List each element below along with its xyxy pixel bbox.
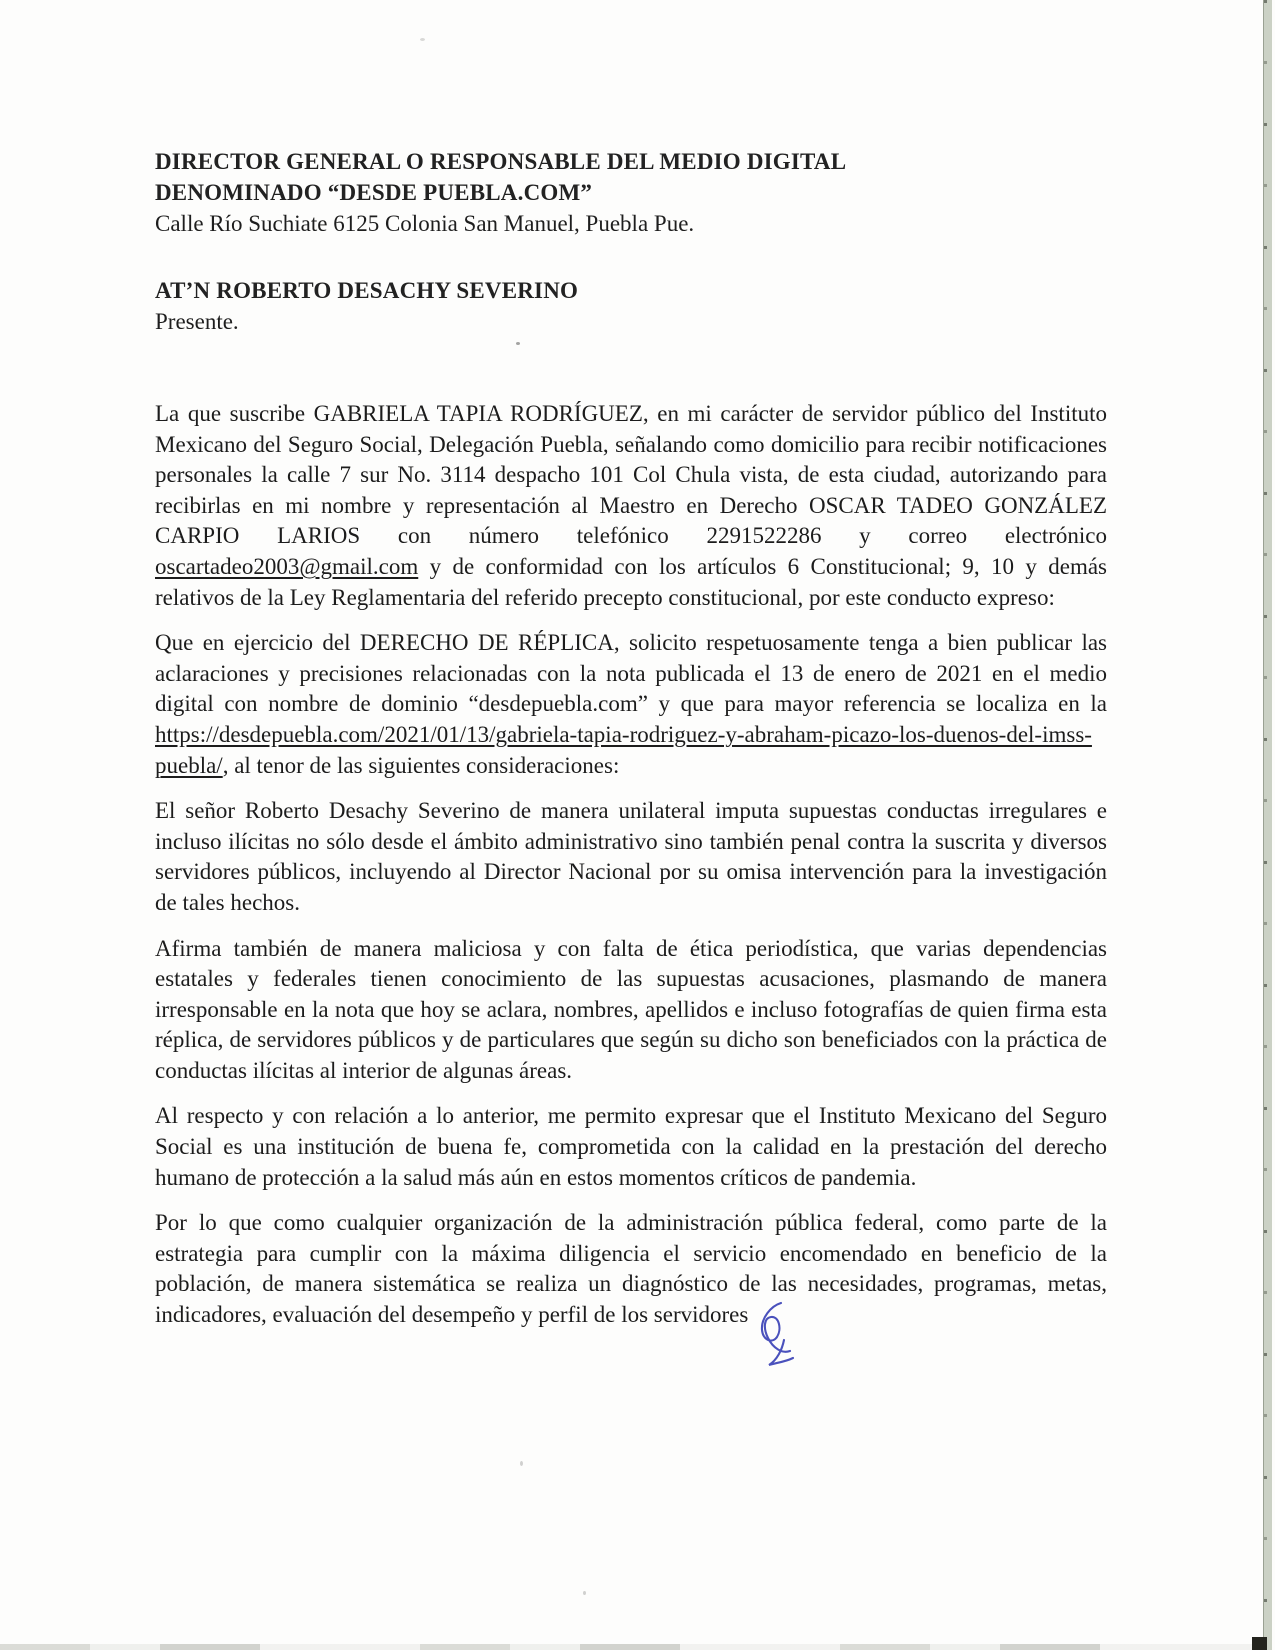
recipient-address: Calle Río Suchiate 6125 Colonia San Manuel, Puebla Pue. bbox=[155, 211, 695, 236]
email-address: oscartadeo2003@gmail.com bbox=[155, 553, 419, 579]
presente-line: Presente. bbox=[155, 309, 239, 334]
article-url: https://desdepuebla.com/2021/01/13/gabriela-tapia-rodriguez-y-abraham-picazo-los-duenos-del-imss-puebla/ bbox=[155, 721, 1092, 778]
recipient-line-2: DENOMINADO “DESDE PUEBLA.COM” bbox=[155, 180, 593, 205]
paragraph-por-lo-que-text: Por lo que como cualquier organización de la administración pública federal, como parte de la estrategia para cumplir con la máxima diligencia el servicio encomendado en beneficio de la población, de manera sistemática se realiza un diagnóstico de las necesidades, programas, metas, indicadores, evaluación del desempeño y perfil de los servidores bbox=[155, 1210, 1107, 1328]
scan-corner-mark bbox=[1252, 1637, 1267, 1650]
paragraph-imputaciones: El señor Roberto Desachy Severino de manera unilateral imputa supuestas conductas irregulares e incluso ilícitas no sólo desde el ámbito administrativo sino también penal contra la suscrita y diversos servidores públicos, incluyendo al Director Nacional por su omisa intervención para la investigación de tales hechos. bbox=[155, 798, 1107, 915]
scan-speck bbox=[516, 342, 520, 345]
paragraph-intro-text: La que suscribe GABRIELA TAPIA RODRÍGUEZ, en mi carácter de servidor público del Instituto Mexicano del Seguro Social, Delegación Puebla, señalando como domicilio para recibir notificaciones personales la calle 7 sur No. 3114 despacho 101 Col Chula vista, de esta ciudad, autorizando para recibirlas en mi nombre y representación al Maestro en Derecho OSCAR TADEO GONZÁLEZ CARPIO LARIOS con número telefónico 2291522286 y correo electrónico bbox=[155, 401, 1107, 549]
attention-block bbox=[155, 275, 1107, 337]
scan-speck bbox=[583, 1591, 586, 1595]
letter-content bbox=[155, 146, 1107, 1368]
paragraph-derecho-text: Que en ejercicio del DERECHO DE RÉPLICA, solicito respetuosamente tenga a bien publicar las aclaraciones y precisiones relacionadas con la nota publicada el 13 de enero de 2021 en el medio digital con nombre de dominio “desdepuebla.com” y que para mayor referencia se localiza en la bbox=[155, 630, 1107, 717]
attention-line: AT’N ROBERTO DESACHY SEVERINO bbox=[155, 278, 579, 303]
scan-edge-strip bbox=[1263, 0, 1272, 1650]
scan-speck bbox=[420, 38, 425, 41]
paragraph-intro-text-after: y de conformidad con los artículos 6 Constitucional; 9, 10 y demás relativos de la Ley Reglamentaria del referido precepto constitucional, por este conducto expreso: bbox=[155, 553, 1107, 610]
paragraph-afirma: Afirma también de manera maliciosa y con falta de ética periodística, que varias dependencias estatales y federales tienen conocimiento de las supuestas acusaciones, plasmando de manera irresponsable en la nota que hoy se aclara, nombres, apellidos e incluso fotografías de quien firma esta réplica, de servidores públicos y de particulares que según su dicho son beneficiados con la práctica de conductas ilícitas al interior de algunas áreas. bbox=[155, 935, 1107, 1083]
recipient-block bbox=[155, 146, 1107, 239]
scan-speck bbox=[520, 1461, 523, 1466]
scan-bottom-band bbox=[0, 1644, 1260, 1650]
letter-body bbox=[155, 399, 1107, 1368]
paragraph-intro bbox=[155, 399, 1107, 613]
paragraph-al-respecto: Al respecto y con relación a lo anterior, me permito expresar que el Instituto Mexicano del Seguro Social es una institución de buena fe, comprometida con la calidad en la prestación del derecho humano de protección a la salud más aún en estos momentos críticos de pandemia. bbox=[155, 1103, 1107, 1190]
paragraph-derecho-replica bbox=[155, 628, 1107, 781]
paragraph-derecho-text-after: , al tenor de las siguientes consideraciones: bbox=[222, 752, 620, 778]
paragraph-por-lo-que bbox=[155, 1208, 1107, 1368]
recipient-line-1: DIRECTOR GENERAL O RESPONSABLE DEL MEDIO DIGITAL bbox=[155, 149, 847, 174]
handwritten-initial-ink bbox=[751, 1300, 797, 1368]
